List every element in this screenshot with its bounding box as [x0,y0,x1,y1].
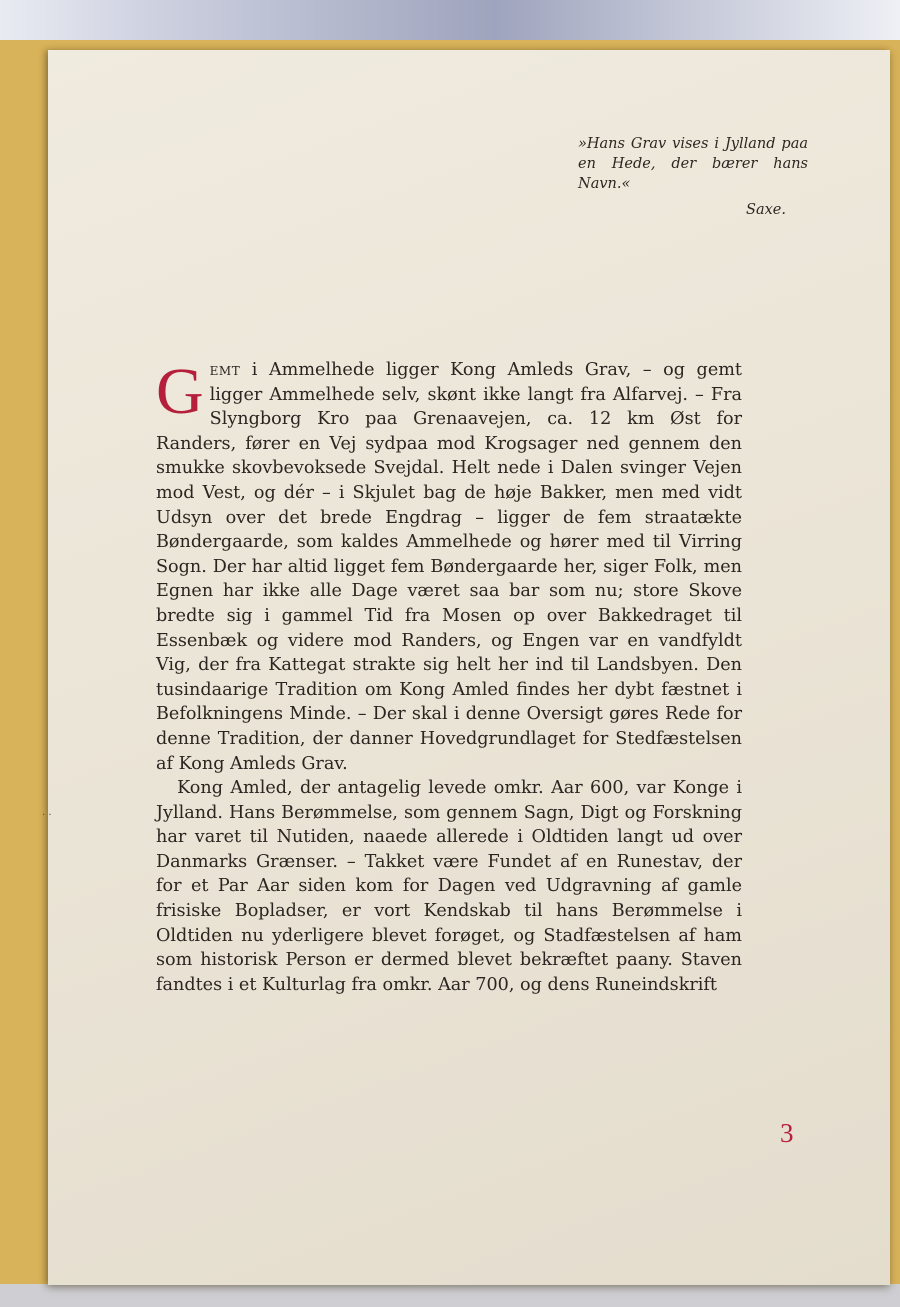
paragraph-2: Kong Amled, der antagelig levede omkr. Aar 600, var Konge i Jylland. Hans Berømmelse, som gennem Sagn, Digt og Forskning har varet til Nutiden, naaede allerede i Oldtiden langt ud over Danmarks Grænser. – Takket være Fundet af en Runestav, der for et Par Aar siden kom for Dagen ved Udgravning af gamle frisiske Bopladser, er vort Kendskab til hans Berømmelse i Oldtiden nu yderligere blevet forøget, og Stadfæstelsen af ham som historisk Person er dermed blevet bekræftet paany. Staven fandtes i et Kulturlag fra omkr. Aar 700, og dens Runeindskrift [156,778,742,995]
paragraph-1-text: i Ammelhede ligger Kong Amleds Grav, – og gemt ligger Ammelhede selv, skønt ikke langt fra Alfarvej. – Fra Slyngborg Kro paa Grenaavejen, ca. 12 km Øst for Randers, fører en Vej sydpaa mod Krogsager ned gennem den smukke skovbevoksede Svejdal. Helt nede i Dalen svinger Vejen mod Vest, og dér – i Skjulet bag de høje Bakker, men med vidt Udsyn over det brede Engdrag – ligger de fem straatækte Bøndergaarde, som kaldes Ammelhede og hører med til Virring Sogn. Der har altid ligget fem Bøndergaarde her, siger Folk, men Egnen har ikke alle Dage været saa bar som nu; store Skove bredte sig i gammel Tid fra Mosen op over Bakkedraget til Essenbæk og videre mod Randers, og Engen var en vandfyldt Vig, der fra Kattegat strakte sig helt her ind til Landsbyen. Den tusindaarige Tradition om Kong Amled findes her dybt fæstnet i Befolkningens Minde. – Der skal i denne Oversigt gøres Rede for denne Tradition, der danner Hovedgrundlaget for Stedfæstelsen af Kong Amleds Grav. [156,360,742,774]
epigraph-quote: »Hans Grav vises i Jylland paa en Hede, der bærer hans Navn.« [578,136,808,192]
margin-mark: · · [42,810,52,821]
paragraph-1 [156,355,742,776]
body-text [156,355,742,997]
epigraph-source: Saxe. [746,202,786,218]
background-bottom [0,1284,900,1307]
lead-smallcaps: emt [209,360,241,380]
page-number: 3 [780,1118,794,1148]
epigraph [578,134,808,220]
drop-cap: G [156,355,204,428]
